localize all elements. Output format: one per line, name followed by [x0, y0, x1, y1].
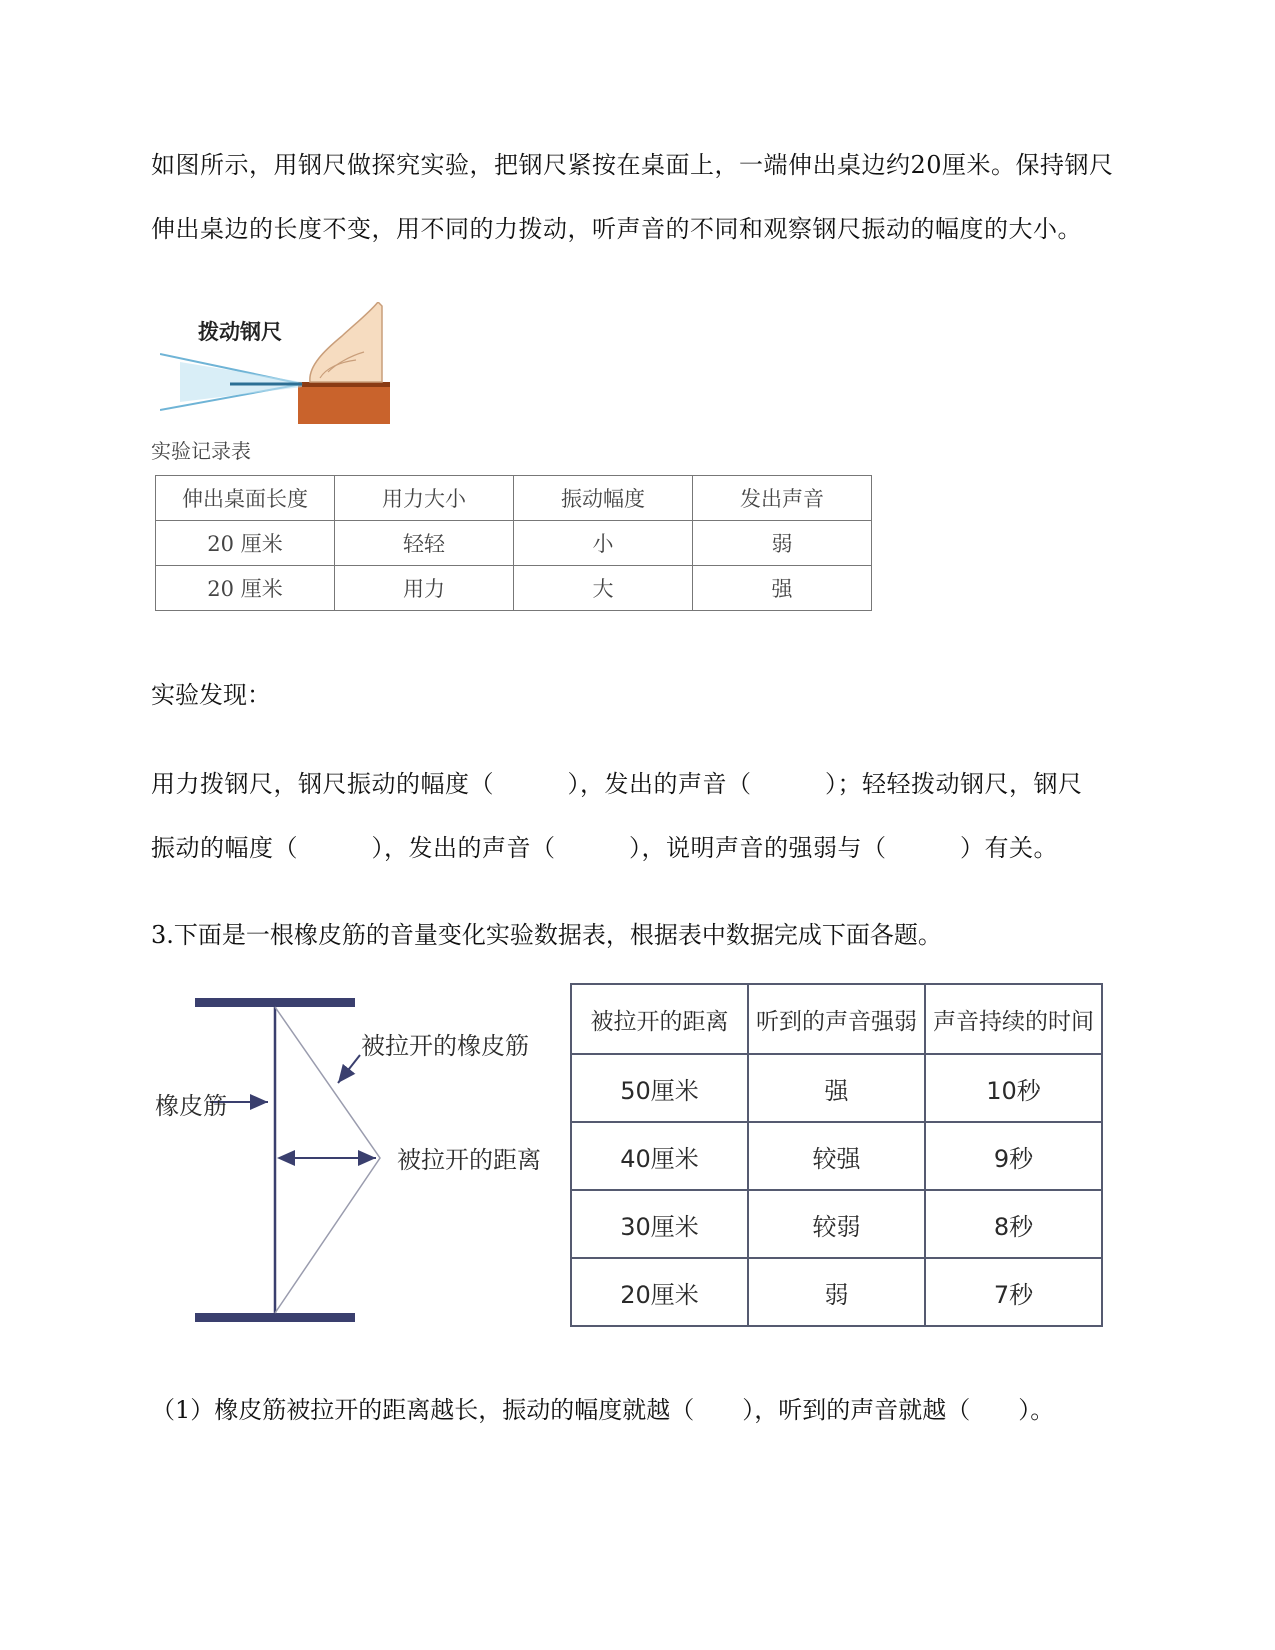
table-row — [156, 566, 872, 611]
finding-paragraph — [151, 752, 1131, 880]
intro-line-1: 如图所示，用钢尺做探究实验，把钢尺紧按在桌面上，一端伸出桌边约20厘米。保持钢尺 — [151, 151, 1114, 179]
header-cell: 听到的声音强弱 — [748, 984, 925, 1054]
record-table-title: 实验记录表 — [151, 439, 251, 463]
table-cell: 弱 — [693, 521, 872, 566]
table-cell: 弱 — [748, 1258, 925, 1326]
table-cell: 20厘米 — [571, 1258, 748, 1326]
desk-shape — [298, 384, 390, 424]
header-cell: 用力大小 — [335, 476, 514, 521]
finding-line-2: 振动的幅度（ ），发出的声音（ ），说明声音的强弱与（ ）有关。 — [151, 834, 1058, 862]
top-bar — [195, 998, 355, 1007]
ruler-figure — [160, 302, 390, 424]
table-cell: 40厘米 — [571, 1122, 748, 1190]
table-cell: 较弱 — [748, 1190, 925, 1258]
table-cell: 30厘米 — [571, 1190, 748, 1258]
table-cell: 强 — [748, 1054, 925, 1122]
header-cell: 被拉开的距离 — [571, 984, 748, 1054]
table-cell: 20 厘米 — [156, 566, 335, 611]
table-cell: 10秒 — [925, 1054, 1102, 1122]
bottom-bar — [195, 1313, 355, 1322]
table-cell: 50厘米 — [571, 1054, 748, 1122]
table-row — [156, 521, 872, 566]
header-cell: 发出声音 — [693, 476, 872, 521]
table-cell: 9秒 — [925, 1122, 1102, 1190]
rubber-band-diagram — [155, 990, 565, 1330]
hand-icon — [310, 302, 382, 382]
table-cell: 小 — [514, 521, 693, 566]
intro-paragraph — [151, 133, 1131, 261]
table-cell: 轻轻 — [335, 521, 514, 566]
table-cell: 大 — [514, 566, 693, 611]
table-cell: 较强 — [748, 1122, 925, 1190]
table-cell: 用力 — [335, 566, 514, 611]
table-row — [571, 1190, 1102, 1258]
table-cell: 8秒 — [925, 1190, 1102, 1258]
table-row — [571, 1122, 1102, 1190]
ruler-caption: 拨动钢尺 — [198, 320, 282, 344]
intro-line-2: 伸出桌边的长度不变，用不同的力拨动，听声音的不同和观察钢尺振动的幅度的大小。 — [151, 215, 1082, 243]
header-cell: 声音持续的时间 — [925, 984, 1102, 1054]
table-row — [571, 1054, 1102, 1122]
band-table-header-row — [571, 984, 1102, 1054]
rubber-band-table — [570, 983, 1103, 1327]
finding-label: 实验发现： — [151, 681, 271, 709]
stretched-pointer-arrow — [338, 1055, 360, 1083]
finding-line-1: 用力拨钢尺，钢尺振动的幅度（ ），发出的声音（ ）；轻轻拨动钢尺，钢尺 — [151, 770, 1083, 798]
record-table-header-row — [156, 476, 872, 521]
question-3-title: 3.下面是一根橡皮筋的音量变化实验数据表，根据表中数据完成下面各题。 — [151, 921, 942, 949]
table-cell: 强 — [693, 566, 872, 611]
label-rubber-band: 橡皮筋 — [155, 1092, 227, 1120]
label-stretched-band: 被拉开的橡皮筋 — [361, 1032, 529, 1060]
question-3-part-1: （1）橡皮筋被拉开的距离越长，振动的幅度就越（ ），听到的声音就越（ ）。 — [151, 1396, 1055, 1424]
table-cell: 20 厘米 — [156, 521, 335, 566]
label-stretch-distance: 被拉开的距离 — [397, 1146, 541, 1174]
table-cell: 7秒 — [925, 1258, 1102, 1326]
header-cell: 振动幅度 — [514, 476, 693, 521]
table-row — [571, 1258, 1102, 1326]
header-cell: 伸出桌面长度 — [156, 476, 335, 521]
record-table — [155, 475, 872, 611]
